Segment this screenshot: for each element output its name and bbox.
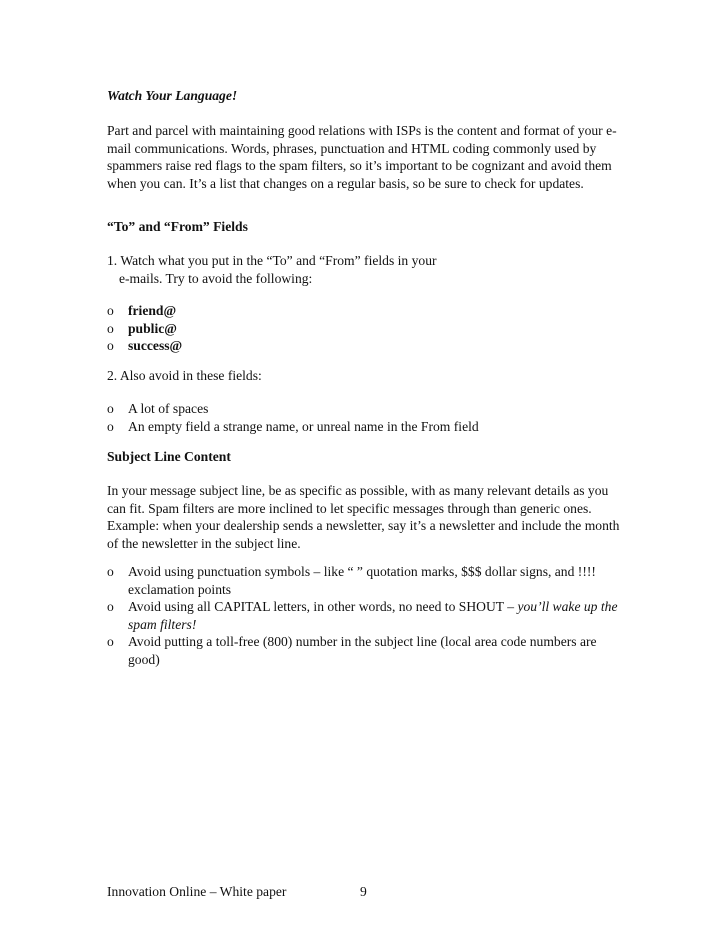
- list-item: [107, 563, 627, 598]
- bullet-marker: o: [107, 303, 114, 318]
- list-item-text: Avoid using punctuation symbols – like “ ” quotation marks, $$$ dollar signs, and !!!! exclamation points: [128, 564, 596, 597]
- field-avoid-list: [107, 400, 627, 435]
- numbered-item-1-line-2: e-mails. Try to avoid the following:: [119, 270, 313, 286]
- bullet-marker: o: [107, 634, 114, 649]
- avoid-address-list: [107, 302, 627, 355]
- list-item-text: Avoid putting a toll-free (800) number in the subject line (local area code numbers are good): [128, 634, 597, 667]
- list-item-text: An empty field a strange name, or unreal name in the From field: [128, 418, 479, 434]
- footer-title: Innovation Online – White paper: [107, 884, 287, 899]
- list-item: [107, 400, 627, 418]
- list-item: [107, 418, 627, 436]
- section-heading-watch-your-language: Watch Your Language!: [107, 88, 238, 103]
- numbered-item-1: [107, 252, 627, 287]
- list-item-text: public@: [128, 320, 177, 336]
- document-page: [107, 0, 627, 943]
- numbered-item-2: 2. Also avoid in these fields:: [107, 368, 262, 383]
- list-item-text: A lot of spaces: [128, 401, 209, 416]
- list-item-text: friend@: [128, 303, 177, 318]
- list-item: [107, 633, 627, 668]
- paragraph-subject-line: In your message subject line, be as specific as possible, with as many relevant details as you can fit. Spam filters are more inclined to let specific messages through than generic ones. Example: when your dealership sends a newsletter, say it’s a newsletter and include the month of the newsletter in the subject line.: [107, 483, 620, 551]
- bullet-marker: o: [107, 418, 114, 434]
- bullet-marker: o: [107, 338, 114, 353]
- paragraph-intro: Part and parcel with maintaining good relations with ISPs is the content and format of your e-mail communications. Words, phrases, punctuation and HTML coding commonly used by spammers raise red flags to the spam filters, so it’s important to be cognizant and avoid them when you can. It’s a list that changes on a regular basis, so be sure to check for updates.: [107, 123, 617, 191]
- bullet-marker: o: [107, 401, 114, 416]
- list-item: [107, 598, 627, 633]
- bullet-marker: o: [107, 599, 114, 614]
- section-heading-subject-line: Subject Line Content: [107, 449, 231, 464]
- list-item: [107, 320, 627, 338]
- list-item: [107, 337, 627, 355]
- list-item-emphasis: you’ll wake up the spam filters!: [128, 599, 618, 632]
- bullet-marker: o: [107, 320, 114, 336]
- subject-line-tips-list: [107, 563, 627, 668]
- list-item: [107, 302, 627, 320]
- page-number: 9: [360, 884, 367, 899]
- section-heading-to-from-fields: “To” and “From” Fields: [107, 219, 248, 234]
- list-item-text: success@: [128, 338, 183, 353]
- page-footer: [107, 883, 407, 901]
- bullet-marker: o: [107, 564, 114, 579]
- list-item-text: Avoid using all CAPITAL letters, in other words, no need to SHOUT –: [128, 599, 518, 614]
- numbered-item-1-line-1: 1. Watch what you put in the “To” and “From” fields in your: [107, 253, 437, 268]
